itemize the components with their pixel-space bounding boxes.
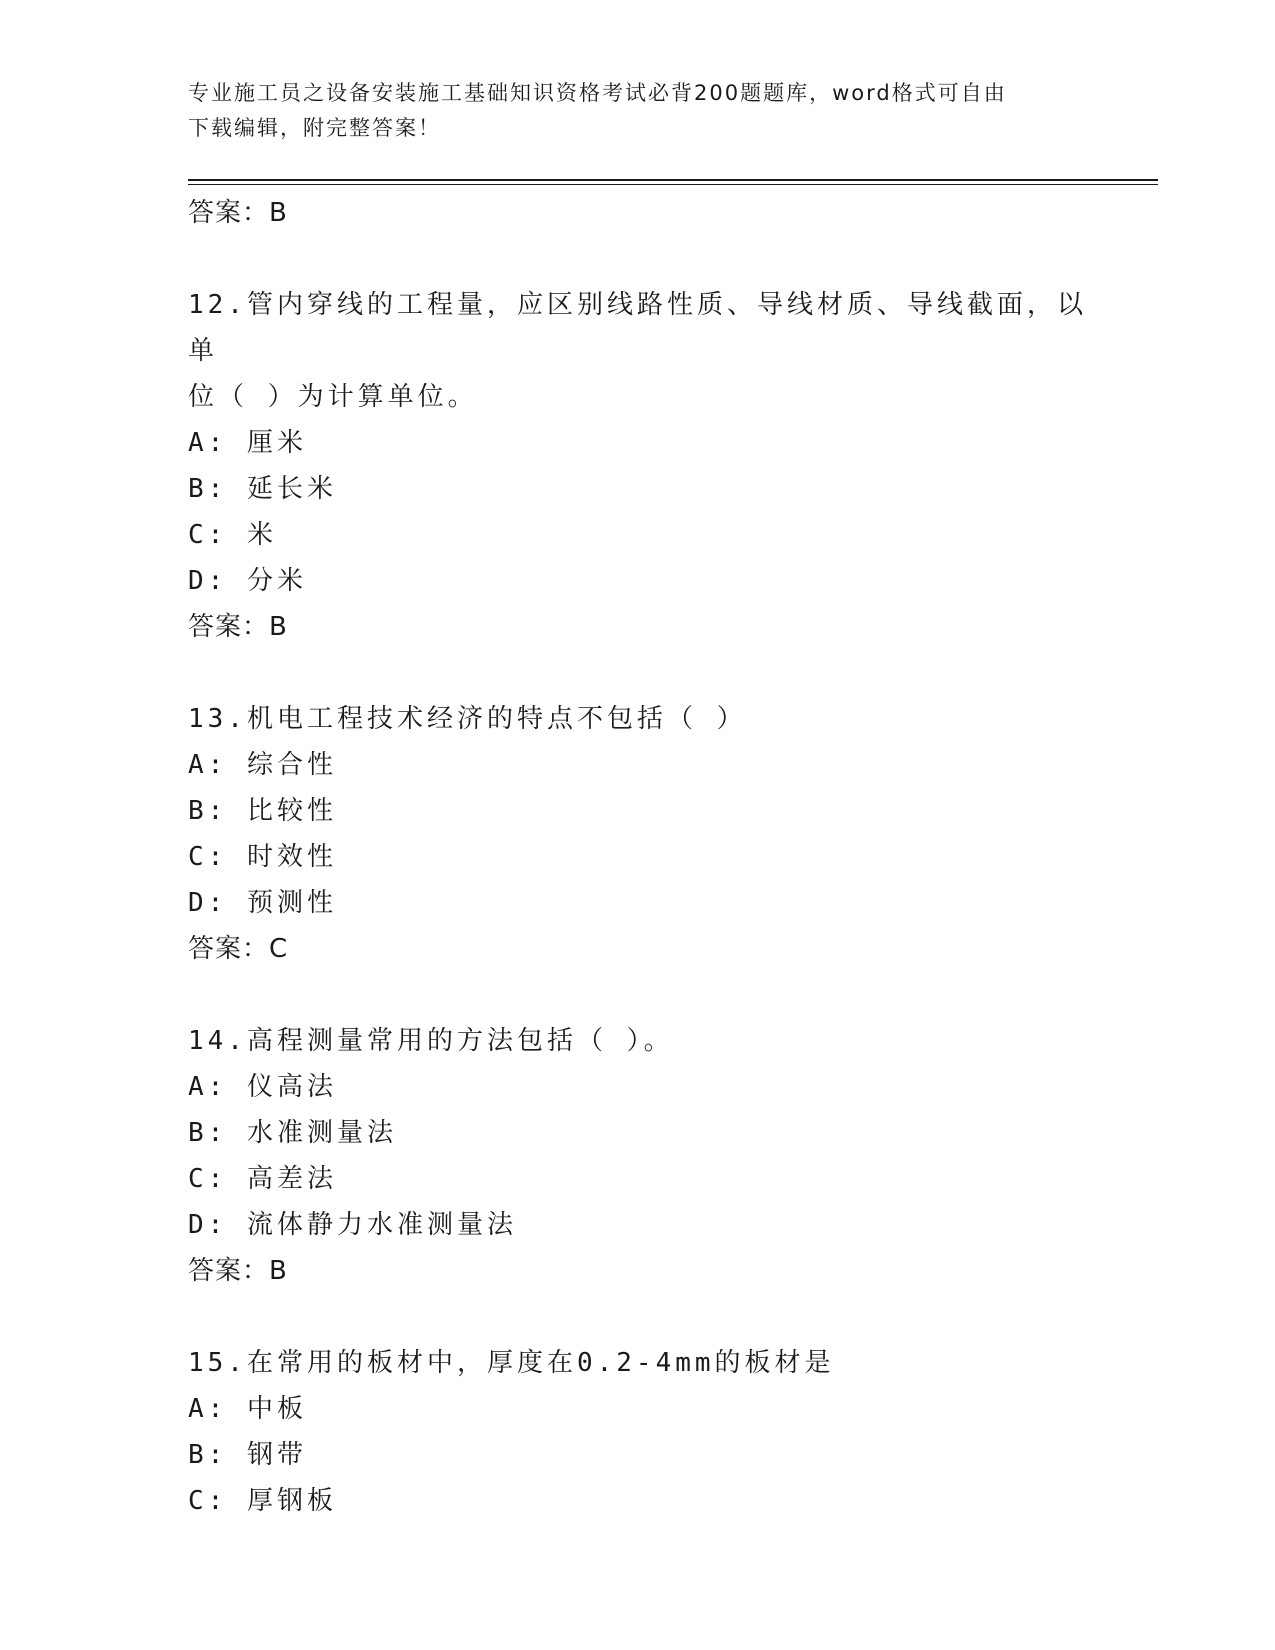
header-divider-thin bbox=[188, 184, 1158, 185]
question-answer: 答案：C bbox=[188, 934, 289, 964]
question-stem: 12.管内穿线的工程量，应区别线路性质、导线材质、导线截面，以单 bbox=[188, 290, 1087, 366]
option-b: B: 比较性 bbox=[188, 796, 337, 826]
option-b: B: 延长米 bbox=[188, 474, 337, 504]
option-c: C: 时效性 bbox=[188, 842, 337, 872]
question-stem: 13.机电工程技术经济的特点不包括（ ） bbox=[188, 704, 747, 734]
question-14 bbox=[188, 1018, 1088, 1294]
option-c: C: 高差法 bbox=[188, 1164, 337, 1194]
question-answer: 答案：B bbox=[188, 612, 288, 642]
option-c: C: 厚钢板 bbox=[188, 1486, 337, 1516]
question-stem: 15.在常用的板材中，厚度在0.2-4mm的板材是 bbox=[188, 1348, 835, 1378]
option-a: A: 综合性 bbox=[188, 750, 337, 780]
option-d: D: 分米 bbox=[188, 566, 307, 596]
option-a: A: 仪高法 bbox=[188, 1072, 337, 1102]
question-answer: 答案：B bbox=[188, 1256, 288, 1286]
header-line-2: 下载编辑，附完整答案！ bbox=[188, 116, 441, 140]
option-b: B: 水准测量法 bbox=[188, 1118, 397, 1148]
option-a: A: 中板 bbox=[188, 1394, 307, 1424]
option-a: A: 厘米 bbox=[188, 428, 307, 458]
option-d: D: 预测性 bbox=[188, 888, 337, 918]
document-header bbox=[188, 76, 1088, 146]
header-divider-thick bbox=[188, 179, 1158, 181]
question-12 bbox=[188, 282, 1088, 650]
previous-answer: 答案：B bbox=[188, 198, 288, 228]
option-c: C: 米 bbox=[188, 520, 277, 550]
question-stem: 14.高程测量常用的方法包括（ ）。 bbox=[188, 1026, 674, 1056]
question-13 bbox=[188, 696, 1088, 972]
option-b: B: 钢带 bbox=[188, 1440, 307, 1470]
question-15 bbox=[188, 1340, 1088, 1524]
question-list bbox=[188, 190, 1088, 1524]
option-d: D: 流体静力水准测量法 bbox=[188, 1210, 517, 1240]
header-line-1: 专业施工员之设备安装施工基础知识资格考试必背200题题库，word格式可自由 bbox=[188, 81, 1007, 105]
question-stem-continued: 位（ ）为计算单位。 bbox=[188, 382, 478, 412]
